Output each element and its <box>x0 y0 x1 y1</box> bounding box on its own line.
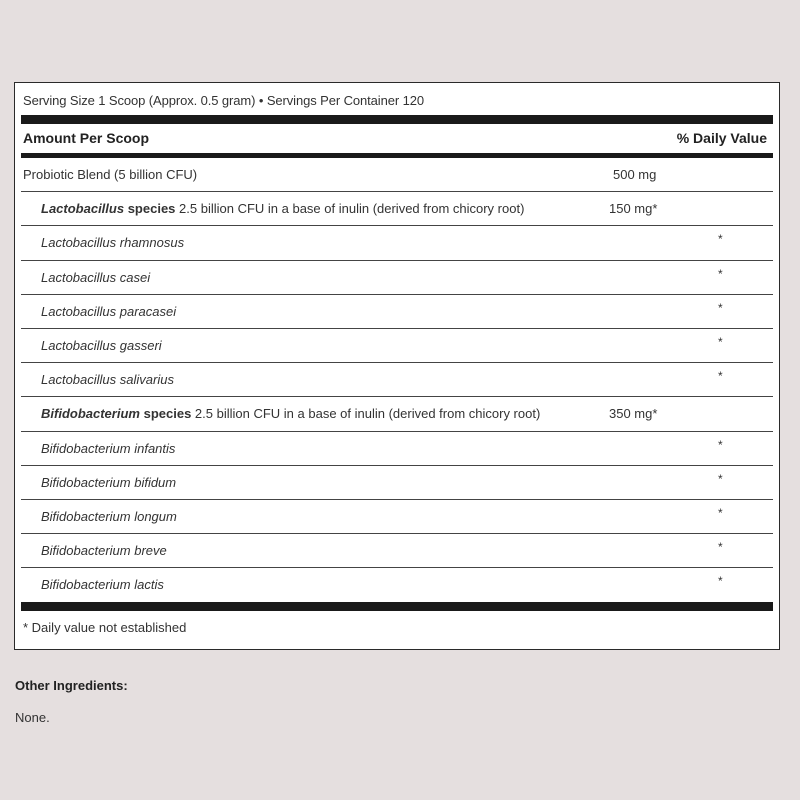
top-divider <box>21 115 773 124</box>
genus-name: Bifidobacterium <box>41 406 140 422</box>
daily-value-marker: * <box>718 232 723 247</box>
bottom-divider <box>21 602 773 611</box>
table-row <box>21 466 773 500</box>
daily-value-marker: * <box>718 505 723 520</box>
table-row <box>21 568 773 602</box>
daily-value-marker: * <box>718 574 723 589</box>
daily-value-marker: * <box>718 300 723 315</box>
ingredient-amount: 350 mg* <box>609 406 658 422</box>
strain-name: Lactobacillus casei <box>41 269 151 285</box>
strain-name: Lactobacillus salivarius <box>41 372 174 388</box>
strain-name: Bifidobacterium bifidum <box>41 474 177 490</box>
table-row <box>21 500 773 534</box>
ingredient-description: 2.5 billion CFU in a base of inulin (derived from chicory root) <box>194 406 541 422</box>
species-word: species <box>127 201 176 217</box>
daily-value-marker: * <box>718 266 723 281</box>
strain-name: Bifidobacterium lactis <box>41 577 164 593</box>
ingredient-name <box>41 406 540 421</box>
strain-name: Lactobacillus paracasei <box>41 303 177 319</box>
table-row <box>21 295 773 329</box>
amount-per-scoop-header: Amount Per Scoop <box>23 130 150 146</box>
table-row <box>21 363 773 397</box>
ingredient-amount: 150 mg* <box>609 201 658 217</box>
supplement-facts-panel <box>14 82 780 650</box>
footnote: * Daily value not established <box>23 620 187 635</box>
table-row <box>21 158 773 192</box>
species-word: species <box>143 406 192 422</box>
ingredient-rows <box>21 158 773 602</box>
table-row <box>21 226 773 260</box>
table-row <box>21 397 773 431</box>
table-row <box>21 534 773 568</box>
other-ingredients-value: None. <box>15 710 50 725</box>
ingredient-name <box>41 201 524 216</box>
other-ingredients-title: Other Ingredients: <box>15 678 128 693</box>
genus-name: Lactobacillus <box>41 201 125 217</box>
daily-value-marker: * <box>718 540 723 555</box>
daily-value-marker: * <box>718 369 723 384</box>
serving-info: Serving Size 1 Scoop (Approx. 0.5 gram) • Servings Per Container 120 <box>23 93 424 108</box>
strain-name: Bifidobacterium infantis <box>41 440 176 456</box>
strain-name: Bifidobacterium breve <box>41 543 167 559</box>
ingredient-amount: 500 mg <box>613 167 657 182</box>
table-row <box>21 192 773 226</box>
strain-name: Lactobacillus gasseri <box>41 337 162 353</box>
ingredient-description: 2.5 billion CFU in a base of inulin (derived from chicory root) <box>179 201 525 217</box>
table-row <box>21 261 773 295</box>
strain-name: Lactobacillus rhamnosus <box>41 235 185 251</box>
daily-value-marker: * <box>718 437 723 452</box>
daily-value-marker: * <box>718 334 723 349</box>
daily-value-header: % Daily Value <box>676 130 767 146</box>
table-row <box>21 329 773 363</box>
strain-name: Bifidobacterium longum <box>41 508 177 524</box>
table-row <box>21 432 773 466</box>
daily-value-marker: * <box>718 471 723 486</box>
ingredient-name: Probiotic Blend (5 billion CFU) <box>23 167 198 182</box>
